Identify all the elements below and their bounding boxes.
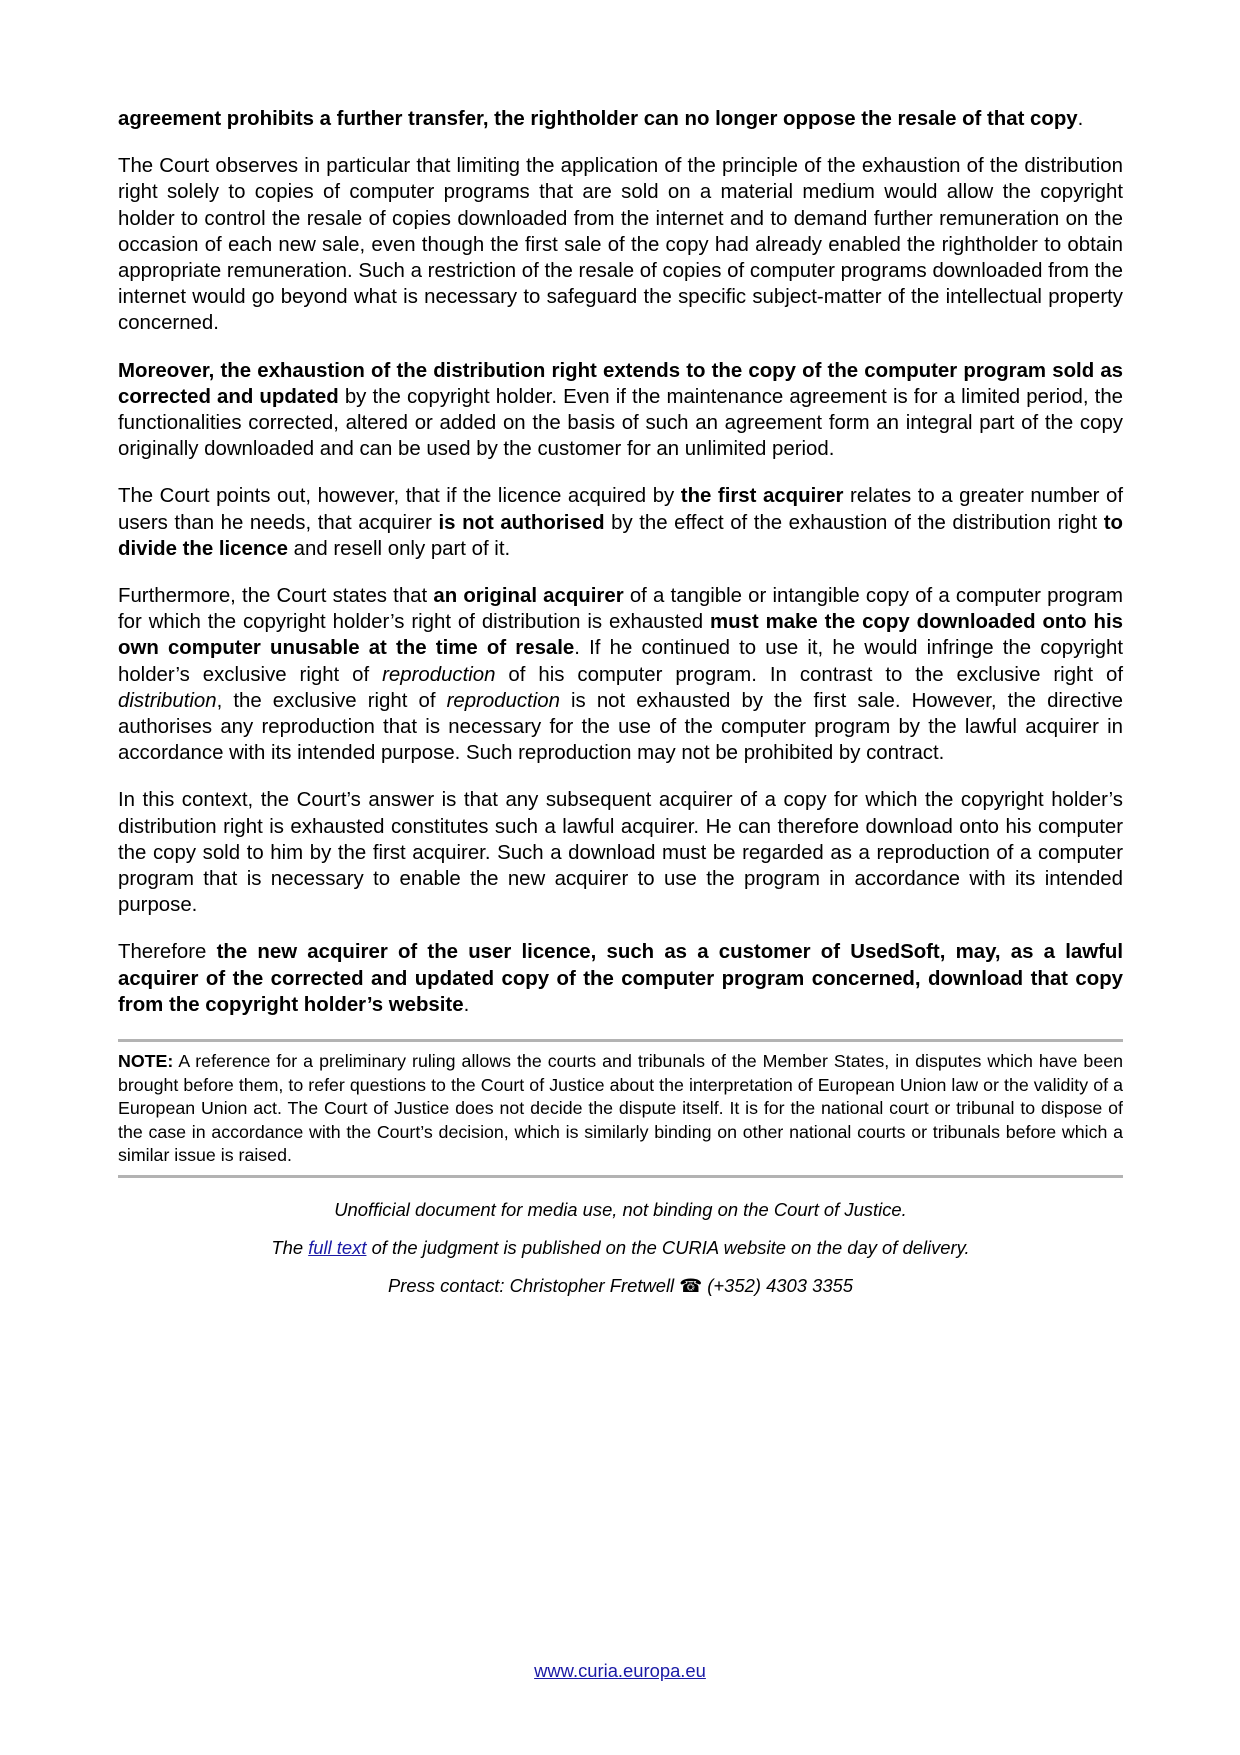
text-segment: the new acquirer of the user licence, such as a customer of UsedSoft, may, as a lawful acquirer of the corrected and updated copy of the computer program concerned, download that copy from the copyright holder’s website: [118, 941, 1123, 1016]
telephone-icon: ☎: [679, 1275, 703, 1297]
text-segment: The Court observes in particular that limiting the application of the principle of the exhaustion of the distribution right solely to copies of computer programs that are sold on a material medium would allow the copyright holder to control the resale of copies downloaded from the internet and to demand further remuneration on the occasion of each new sale, even though the first sale of the copy had already enabled the rightholder to obtain appropriate remuneration. Such a restriction of the resale of copies of computer programs downloaded from the internet would go beyond what is necessary to safeguard the specific subject-matter of the intellectual property concerned.: [118, 155, 1123, 335]
text-segment: and resell only part of it.: [288, 537, 511, 560]
fulltext-suffix: of the judgment is published on the CURIA website on the day of delivery.: [366, 1237, 970, 1259]
text-segment: of a tangible or intangible copy of a computer program for which the copyright holder’s right of distribution is exhausted: [118, 585, 1123, 634]
text-segment: agreement prohibits a further transfer, the rightholder can no longer oppose the resale of that copy: [118, 108, 1078, 130]
text-segment: The Court points out, however, that if the licence acquired by: [118, 485, 681, 508]
text-segment: an original acquirer: [433, 585, 624, 608]
text-segment: In this context, the Court’s answer is that any subsequent acquirer of a copy for which the copyright holder’s distribution right is exhausted constitutes such a lawful acquirer. He can therefore download onto his computer the copy sold to him by the first acquirer. Such a download must be regarded as a reproduction of a computer program that is necessary to enable the new acquirer to use the program in accordance with its intended purpose.: [118, 789, 1123, 917]
curia-website-link[interactable]: www.curia.europa.eu: [534, 1660, 706, 1681]
text-segment: reproduction: [382, 663, 496, 686]
note-text: [118, 1050, 1123, 1168]
text-segment: must make the copy downloaded onto his own computer unusable at the time of resale: [118, 611, 1124, 660]
note-label: NOTE:: [118, 1051, 174, 1072]
text-segment: by the copyright holder. Even if the maintenance agreement is for a limited period, the functionalities corrected, altered or added on the basis of such an agreement form an integral part of the copy originally downloaded and can be used by the customer for an unlimited period.: [118, 385, 1123, 461]
paragraph-context: [118, 787, 1123, 918]
text-segment: .: [463, 993, 470, 1016]
text-segment: distribution: [118, 689, 217, 712]
text-segment: the first acquirer: [680, 485, 844, 508]
text-segment: .: [1077, 108, 1084, 130]
text-segment: reproduction: [446, 689, 560, 712]
text-segment: is not authorised: [438, 511, 605, 534]
site-footer: [0, 1660, 1240, 1682]
document-body: [118, 106, 1123, 1312]
fulltext-notice: [118, 1236, 1123, 1260]
paragraph-limiting: [118, 153, 1123, 336]
unofficial-notice: Unofficial document for media use, not binding on the Court of Justice.: [334, 1199, 907, 1221]
paragraph-resale: [118, 106, 1123, 132]
text-segment: Furthermore, the Court states that: [118, 585, 434, 608]
press-contact-name: Press contact: Christopher Fretwell: [387, 1275, 680, 1297]
text-segment: by the effect of the exhaustion of the distribution right: [604, 511, 1104, 534]
paragraph-licence: [118, 483, 1123, 562]
text-segment: to divide the licence: [118, 511, 1123, 560]
press-contact: [118, 1274, 1123, 1298]
paragraphs: [118, 106, 1123, 1018]
text-segment: of his computer program. In contrast to the exclusive right of: [495, 663, 1123, 686]
text-segment: Moreover, the exhaustion of the distribution right extends to the copy of the computer program sold as corrected and updated: [118, 359, 1123, 408]
footer: [118, 1198, 1123, 1298]
note-box: [118, 1039, 1123, 1178]
text-segment: . If he continued to use it, he would infringe the copyright holder’s exclusive right of: [118, 637, 1123, 686]
press-contact-phone: (+352) 4303 3355: [702, 1275, 854, 1297]
text-segment: is not exhausted by the first sale. However, the directive authorises any reproduction that is necessary for the use of the computer program by the lawful acquirer in accordance with its intended purpose. Such reproduction may not be prohibited by contract.: [118, 689, 1124, 765]
full-text-link[interactable]: full text: [308, 1237, 367, 1259]
paragraph-therefore: [118, 939, 1123, 1018]
paragraph-furthermore: [118, 583, 1123, 766]
text-segment: relates to a greater number of users than he needs, that acquirer: [118, 485, 1124, 534]
text-segment: , the exclusive right of: [216, 689, 447, 712]
note-body: A reference for a preliminary ruling allows the courts and tribunals of the Member States, in disputes which have been brought before them, to refer questions to the Court of Justice about the interpretation of European Union law or the validity of a European Union act. The Court of Justice does not decide the dispute itself. It is for the national court or tribunal to dispose of the case in accordance with the Court’s decision, which is similarly binding on other national courts or tribunals before which a similar issue is raised.: [118, 1051, 1123, 1166]
fulltext-prefix: The: [271, 1237, 309, 1259]
text-segment: Therefore: [118, 941, 217, 964]
paragraph-moreover: [118, 358, 1123, 463]
